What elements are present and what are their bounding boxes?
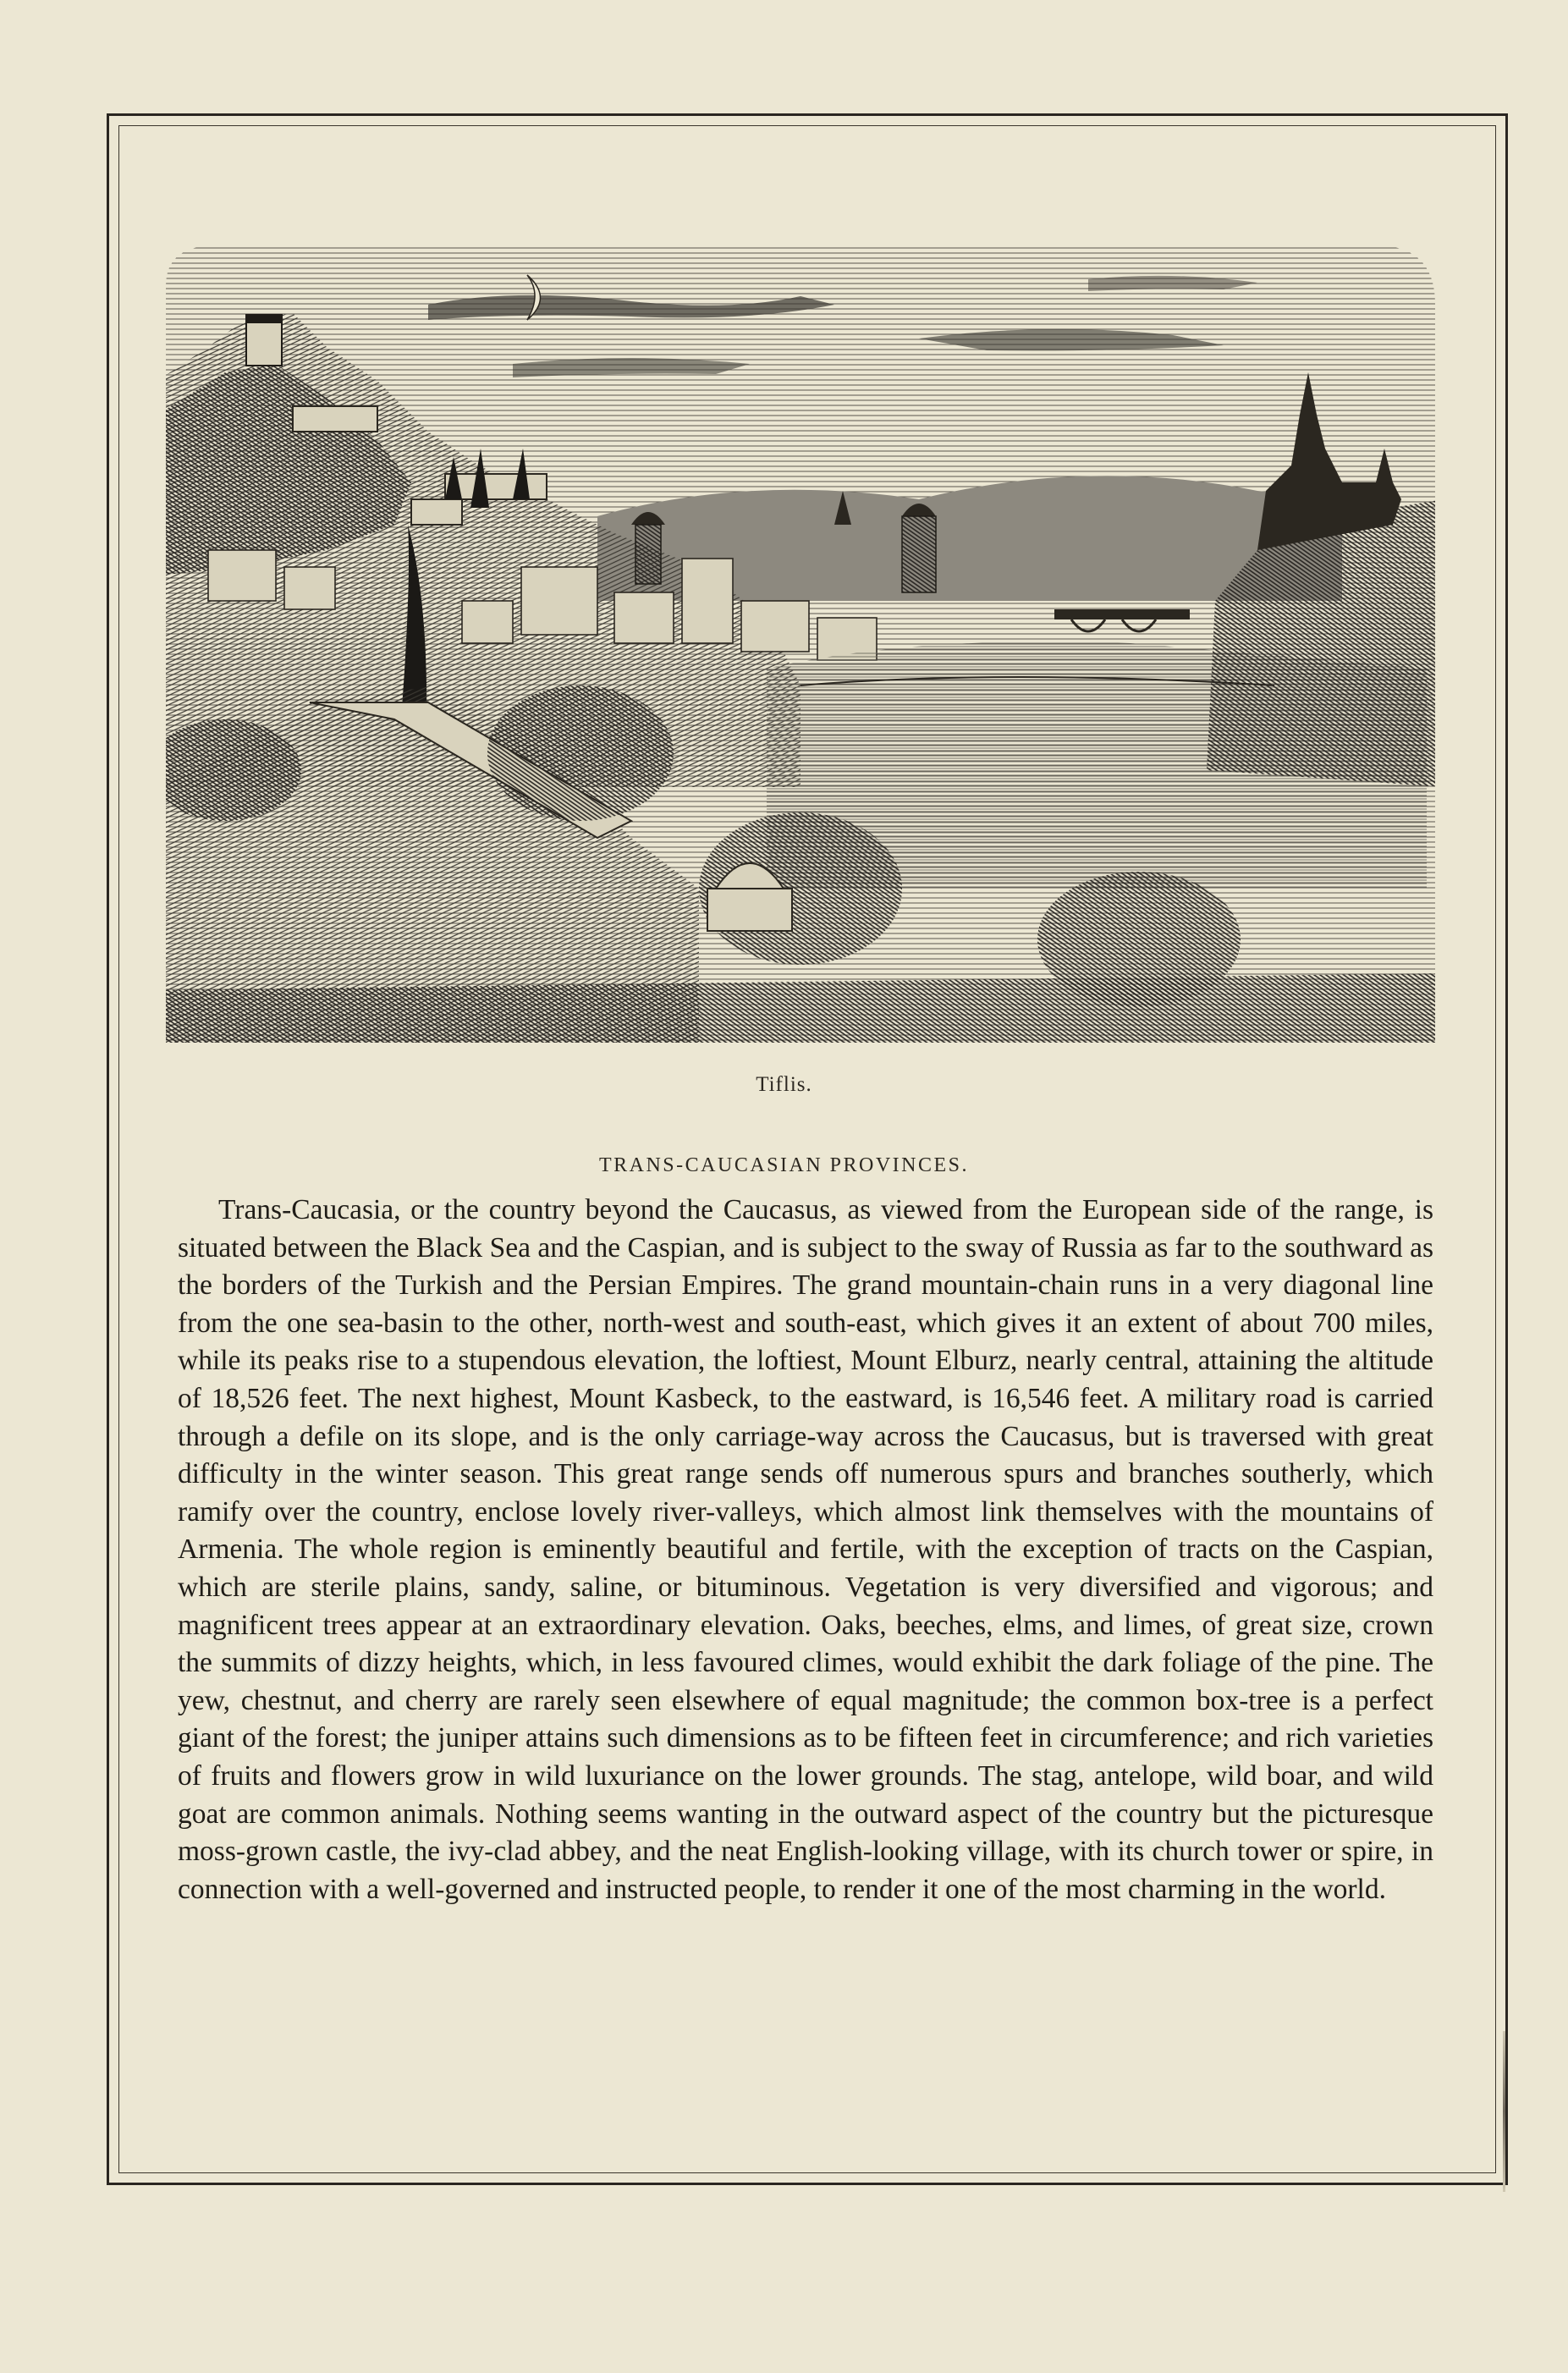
body-paragraph: Trans-Caucasia, or the country beyond the Caucasus, as viewed from the European side of the range, is situated between the Black Sea and the Caspian, and is subject to the sway of Russia as far to the southward as the borders of the Turkish and the Persian Empires. The grand mountain-chain runs in a very diagonal line from the one sea-basin to the other, north-west and south-east, which gives it an extent of about 700 miles, while its peaks rise to a stupendous elevation, the loftiest, Mount Elburz, nearly central, attaining the altitude of 18,526 feet. The next highest, Mount Kasbeck, to the eastward, is 16,546 feet. A military road is carried through a defile on its slope, and is the only carriage-way across the Caucasus, but is traversed with great difficulty in the winter season. This great range sends off numerous spurs and branches southerly, which ramify over the country, enclose lovely river-valleys, which almost link themselves with the mountains of Armenia. The whole region is eminently beautiful and fertile, with the exception of tracts on the Caspian, which are sterile plains, sandy, saline, or bituminous. Vegetation is very diversified and vigorous; and magnificent trees appear at an extraordinary elevation. Oaks, beeches, elms, and limes, of great size, crown the summits of dizzy heights, which, in less favoured climes, would exhibit the dark foliage of the pine. The yew, chestnut, and cherry are rarely seen elsewhere of equal magnitude; the common box-tree is a perfect giant of the forest; the juniper attains such dimensions as to be fifteen feet in circumference; and rich varieties of fruits and flowers grow in wild luxuriance on the lower grounds. The stag, antelope, wild boar, and wild goat are common animals. Nothing seems wanting in the outward aspect of the country but the picturesque moss-grown castle, the ivy-clad abbey, and the neat English-looking village, with its church tower or spire, in connection with a well-governed and instructed people, to render it one of the most charming in the world.: [178, 1194, 1433, 1905]
body-text-block: [178, 1192, 1433, 1908]
tiflis-engraving: [157, 245, 1444, 1043]
page-edge-shadow: [1503, 2031, 1505, 2192]
engraving-illustration: [157, 245, 1444, 1043]
section-heading: TRANS-CAUCASIAN PROVINCES.: [598, 1154, 970, 1176]
illustration-caption: Tiflis.: [756, 1073, 812, 1096]
